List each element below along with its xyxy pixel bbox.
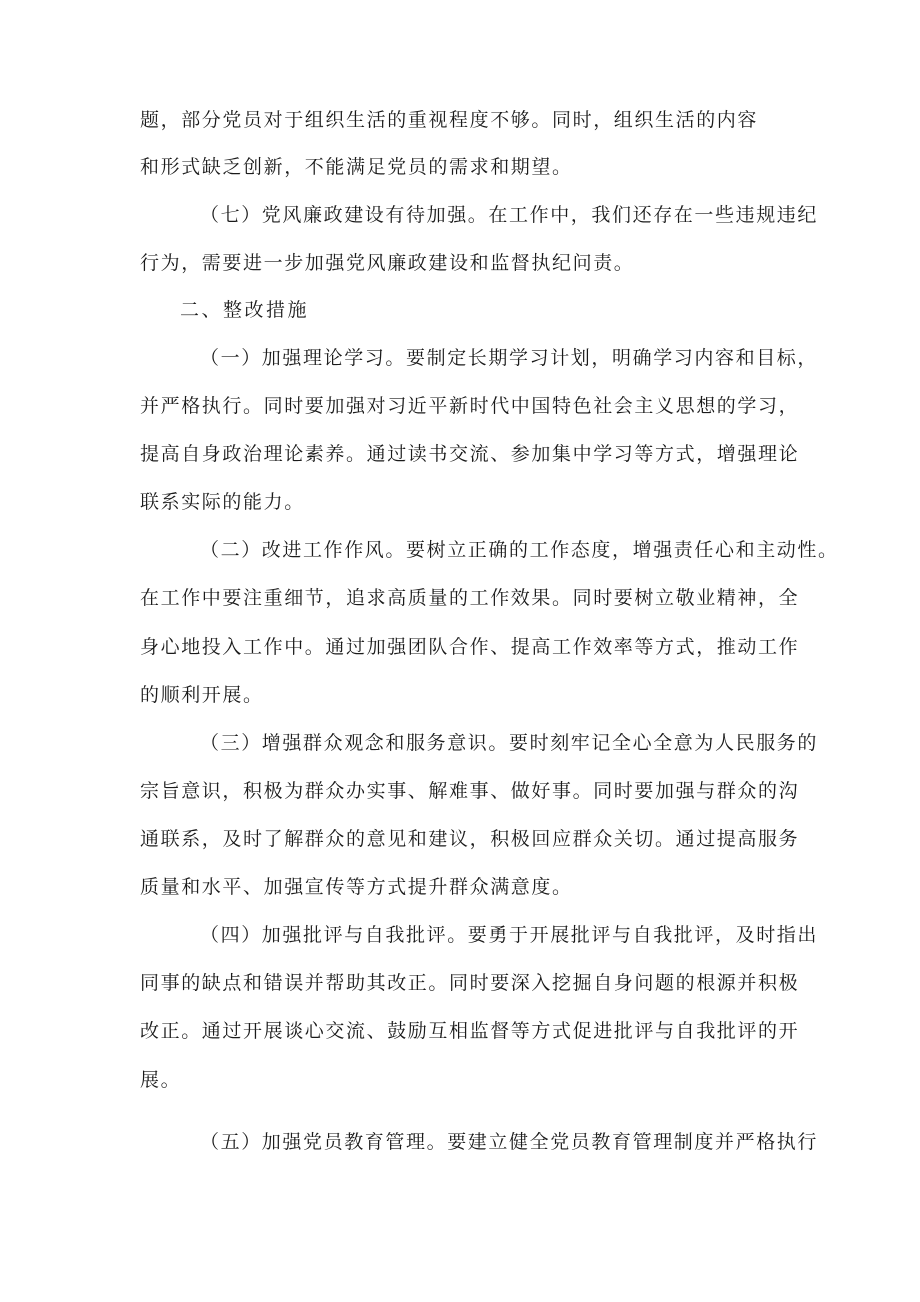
body-text-line: 身心地投入工作中。通过加强团队合作、提高工作效率等方式，推动工作 [140,636,800,658]
paragraph-first-line: （二）改进工作作风。要树立正确的工作态度，增强责任心和主动性。 [200,539,839,561]
body-text-line: 质量和水平、加强宣传等方式提升群众满意度。 [140,876,573,898]
paragraph-first-line: （三）增强群众观念和服务意识。要时刻牢记全心全意为人民服务的 [200,732,819,754]
paragraph-first-line: （四）加强批评与自我批评。要勇于开展批评与自我批评，及时指出 [200,924,819,946]
paragraph-first-line: （五）加强党员教育管理。要建立健全党员教育管理制度并严格执行 [200,1131,819,1153]
body-text-line: 行为，需要进一步加强党风廉政建设和监督执纪问责。 [140,252,635,274]
body-text-line: 展。 [140,1069,182,1091]
body-text-line: 改正。通过开展谈心交流、鼓励互相监督等方式促进批评与自我批评的开 [140,1020,800,1042]
body-text-line: 并严格执行。同时要加强对习近平新时代中国特色社会主义思想的学习， [140,395,800,417]
body-text-line: 同事的缺点和错误并帮助其改正。同时要深入挖掘自身问题的根源并积极 [140,972,800,994]
section-heading: 二、整改措施 [180,299,310,321]
paragraph-first-line: （七）党风廉政建设有待加强。在工作中，我们还存在一些违规违纪 [200,204,819,226]
body-text-line: 宗旨意识，积极为群众办实事、解难事、做好事。同时要加强与群众的沟 [140,780,800,802]
body-text-line: 联系实际的能力。 [140,491,305,513]
body-text-line: 题，部分党员对于组织生活的重视程度不够。同时，组织生活的内容 [140,109,759,131]
body-text-line: 和形式缺乏创新，不能满足党员的需求和期望。 [140,156,573,178]
body-text-line: 提高自身政治理论素养。通过读书交流、参加集中学习等方式，增强理论 [140,443,800,465]
body-text-line: 的顺利开展。 [140,684,264,706]
body-text-line: 通联系，及时了解群众的意见和建议，积极回应群众关切。通过提高服务 [140,828,800,850]
body-text-line: 在工作中要注重细节，追求高质量的工作效果。同时要树立敬业精神，全 [140,587,800,609]
paragraph-first-line: （一）加强理论学习。要制定长期学习计划，明确学习内容和目标， [200,347,819,369]
